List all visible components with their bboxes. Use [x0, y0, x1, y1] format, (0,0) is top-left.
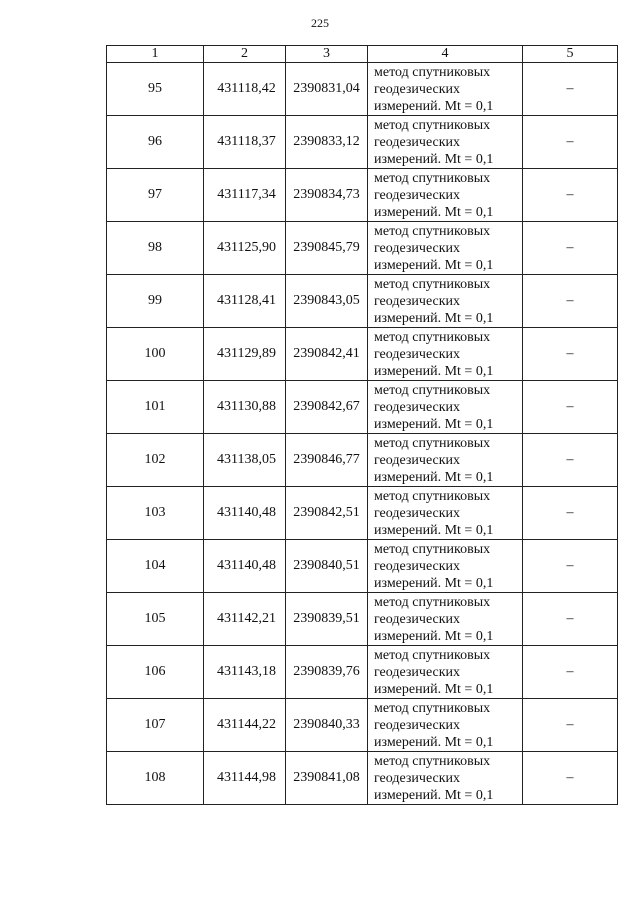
x-coordinate-cell: 431138,05: [204, 434, 286, 487]
x-coordinate-cell: 431129,89: [204, 328, 286, 381]
note-cell: –: [523, 63, 618, 116]
y-coordinate-cell: 2390834,73: [286, 169, 368, 222]
y-coordinate-cell: 2390839,76: [286, 646, 368, 699]
x-coordinate-cell: 431144,98: [204, 752, 286, 805]
method-text-line: метод спутниковых: [374, 488, 491, 504]
point-number-cell: 104: [107, 540, 204, 593]
method-text-line: измерений. Mt = 0,1: [374, 310, 494, 326]
method-text-line: метод спутниковых: [374, 647, 491, 663]
note-cell: –: [523, 328, 618, 381]
y-coordinate-cell: 2390831,04: [286, 63, 368, 116]
table-row: [107, 487, 618, 540]
method-cell: [368, 116, 523, 169]
method-text-line: метод спутниковых: [374, 753, 491, 769]
y-coordinate-cell: 2390843,05: [286, 275, 368, 328]
method-cell: [368, 487, 523, 540]
column-header-1: 1: [107, 46, 204, 63]
method-text-line: измерений. Mt = 0,1: [374, 575, 494, 591]
table-row: [107, 540, 618, 593]
point-number-cell: 99: [107, 275, 204, 328]
coordinates-table: [106, 45, 618, 805]
note-cell: –: [523, 752, 618, 805]
page-number: 225: [311, 16, 329, 30]
table-row: [107, 593, 618, 646]
method-cell: [368, 593, 523, 646]
point-number-cell: 101: [107, 381, 204, 434]
method-text-line: геодезических: [374, 399, 461, 415]
method-cell: [368, 699, 523, 752]
method-text-line: метод спутниковых: [374, 700, 491, 716]
method-cell: [368, 63, 523, 116]
y-coordinate-cell: 2390846,77: [286, 434, 368, 487]
table-row: [107, 116, 618, 169]
table-row: [107, 434, 618, 487]
x-coordinate-cell: 431128,41: [204, 275, 286, 328]
method-text-line: геодезических: [374, 346, 461, 362]
method-text-line: измерений. Mt = 0,1: [374, 734, 494, 750]
method-cell: [368, 275, 523, 328]
method-cell: [368, 381, 523, 434]
table-header-row: [107, 46, 618, 63]
table-row: [107, 381, 618, 434]
method-text-line: геодезических: [374, 558, 461, 574]
method-text-line: геодезических: [374, 134, 461, 150]
point-number-cell: 103: [107, 487, 204, 540]
note-cell: –: [523, 222, 618, 275]
method-text-line: измерений. Mt = 0,1: [374, 204, 494, 220]
point-number-cell: 108: [107, 752, 204, 805]
y-coordinate-cell: 2390841,08: [286, 752, 368, 805]
table-row: [107, 646, 618, 699]
method-text-line: геодезических: [374, 187, 461, 203]
method-cell: [368, 434, 523, 487]
x-coordinate-cell: 431125,90: [204, 222, 286, 275]
method-text-line: измерений. Mt = 0,1: [374, 522, 494, 538]
method-cell: [368, 328, 523, 381]
table-row: [107, 699, 618, 752]
column-header-5: 5: [523, 46, 618, 63]
note-cell: –: [523, 593, 618, 646]
x-coordinate-cell: 431143,18: [204, 646, 286, 699]
method-text-line: геодезических: [374, 664, 461, 680]
x-coordinate-cell: 431118,37: [204, 116, 286, 169]
method-text-line: метод спутниковых: [374, 329, 491, 345]
y-coordinate-cell: 2390839,51: [286, 593, 368, 646]
method-text-line: геодезических: [374, 293, 461, 309]
x-coordinate-cell: 431118,42: [204, 63, 286, 116]
x-coordinate-cell: 431140,48: [204, 540, 286, 593]
method-text-line: измерений. Mt = 0,1: [374, 363, 494, 379]
method-text-line: метод спутниковых: [374, 64, 491, 80]
point-number-cell: 106: [107, 646, 204, 699]
point-number-cell: 105: [107, 593, 204, 646]
column-header-2: 2: [204, 46, 286, 63]
note-cell: –: [523, 275, 618, 328]
method-text-line: измерений. Mt = 0,1: [374, 98, 494, 114]
method-text-line: измерений. Mt = 0,1: [374, 469, 494, 485]
point-number-cell: 102: [107, 434, 204, 487]
method-text-line: измерений. Mt = 0,1: [374, 151, 494, 167]
method-text-line: измерений. Mt = 0,1: [374, 416, 494, 432]
point-number-cell: 95: [107, 63, 204, 116]
x-coordinate-cell: 431144,22: [204, 699, 286, 752]
method-text-line: измерений. Mt = 0,1: [374, 681, 494, 697]
method-text-line: измерений. Mt = 0,1: [374, 628, 494, 644]
method-text-line: измерений. Mt = 0,1: [374, 257, 494, 273]
x-coordinate-cell: 431142,21: [204, 593, 286, 646]
x-coordinate-cell: 431117,34: [204, 169, 286, 222]
table-row: [107, 169, 618, 222]
point-number-cell: 97: [107, 169, 204, 222]
column-header-3: 3: [286, 46, 368, 63]
method-text-line: метод спутниковых: [374, 276, 491, 292]
x-coordinate-cell: 431140,48: [204, 487, 286, 540]
note-cell: –: [523, 540, 618, 593]
y-coordinate-cell: 2390833,12: [286, 116, 368, 169]
method-text-line: метод спутниковых: [374, 170, 491, 186]
point-number-cell: 107: [107, 699, 204, 752]
method-text-line: метод спутниковых: [374, 382, 491, 398]
note-cell: –: [523, 434, 618, 487]
y-coordinate-cell: 2390840,51: [286, 540, 368, 593]
method-text-line: метод спутниковых: [374, 541, 491, 557]
note-cell: –: [523, 646, 618, 699]
note-cell: –: [523, 699, 618, 752]
method-cell: [368, 752, 523, 805]
method-text-line: геодезических: [374, 81, 461, 97]
y-coordinate-cell: 2390842,41: [286, 328, 368, 381]
x-coordinate-cell: 431130,88: [204, 381, 286, 434]
method-text-line: геодезических: [374, 452, 461, 468]
table-row: [107, 328, 618, 381]
y-coordinate-cell: 2390842,51: [286, 487, 368, 540]
column-header-4: 4: [368, 46, 523, 63]
table-row: [107, 752, 618, 805]
method-text-line: геодезических: [374, 770, 461, 786]
method-text-line: метод спутниковых: [374, 117, 491, 133]
table-row: [107, 63, 618, 116]
method-text-line: геодезических: [374, 240, 461, 256]
method-text-line: геодезических: [374, 717, 461, 733]
method-cell: [368, 540, 523, 593]
point-number-cell: 98: [107, 222, 204, 275]
point-number-cell: 96: [107, 116, 204, 169]
method-text-line: метод спутниковых: [374, 594, 491, 610]
method-text-line: метод спутниковых: [374, 435, 491, 451]
method-cell: [368, 222, 523, 275]
note-cell: –: [523, 116, 618, 169]
method-text-line: метод спутниковых: [374, 223, 491, 239]
method-text-line: измерений. Mt = 0,1: [374, 787, 494, 803]
note-cell: –: [523, 381, 618, 434]
point-number-cell: 100: [107, 328, 204, 381]
method-text-line: геодезических: [374, 611, 461, 627]
y-coordinate-cell: 2390840,33: [286, 699, 368, 752]
note-cell: –: [523, 169, 618, 222]
table-row: [107, 275, 618, 328]
method-cell: [368, 646, 523, 699]
y-coordinate-cell: 2390842,67: [286, 381, 368, 434]
method-text-line: геодезических: [374, 505, 461, 521]
table-row: [107, 222, 618, 275]
y-coordinate-cell: 2390845,79: [286, 222, 368, 275]
note-cell: –: [523, 487, 618, 540]
method-cell: [368, 169, 523, 222]
